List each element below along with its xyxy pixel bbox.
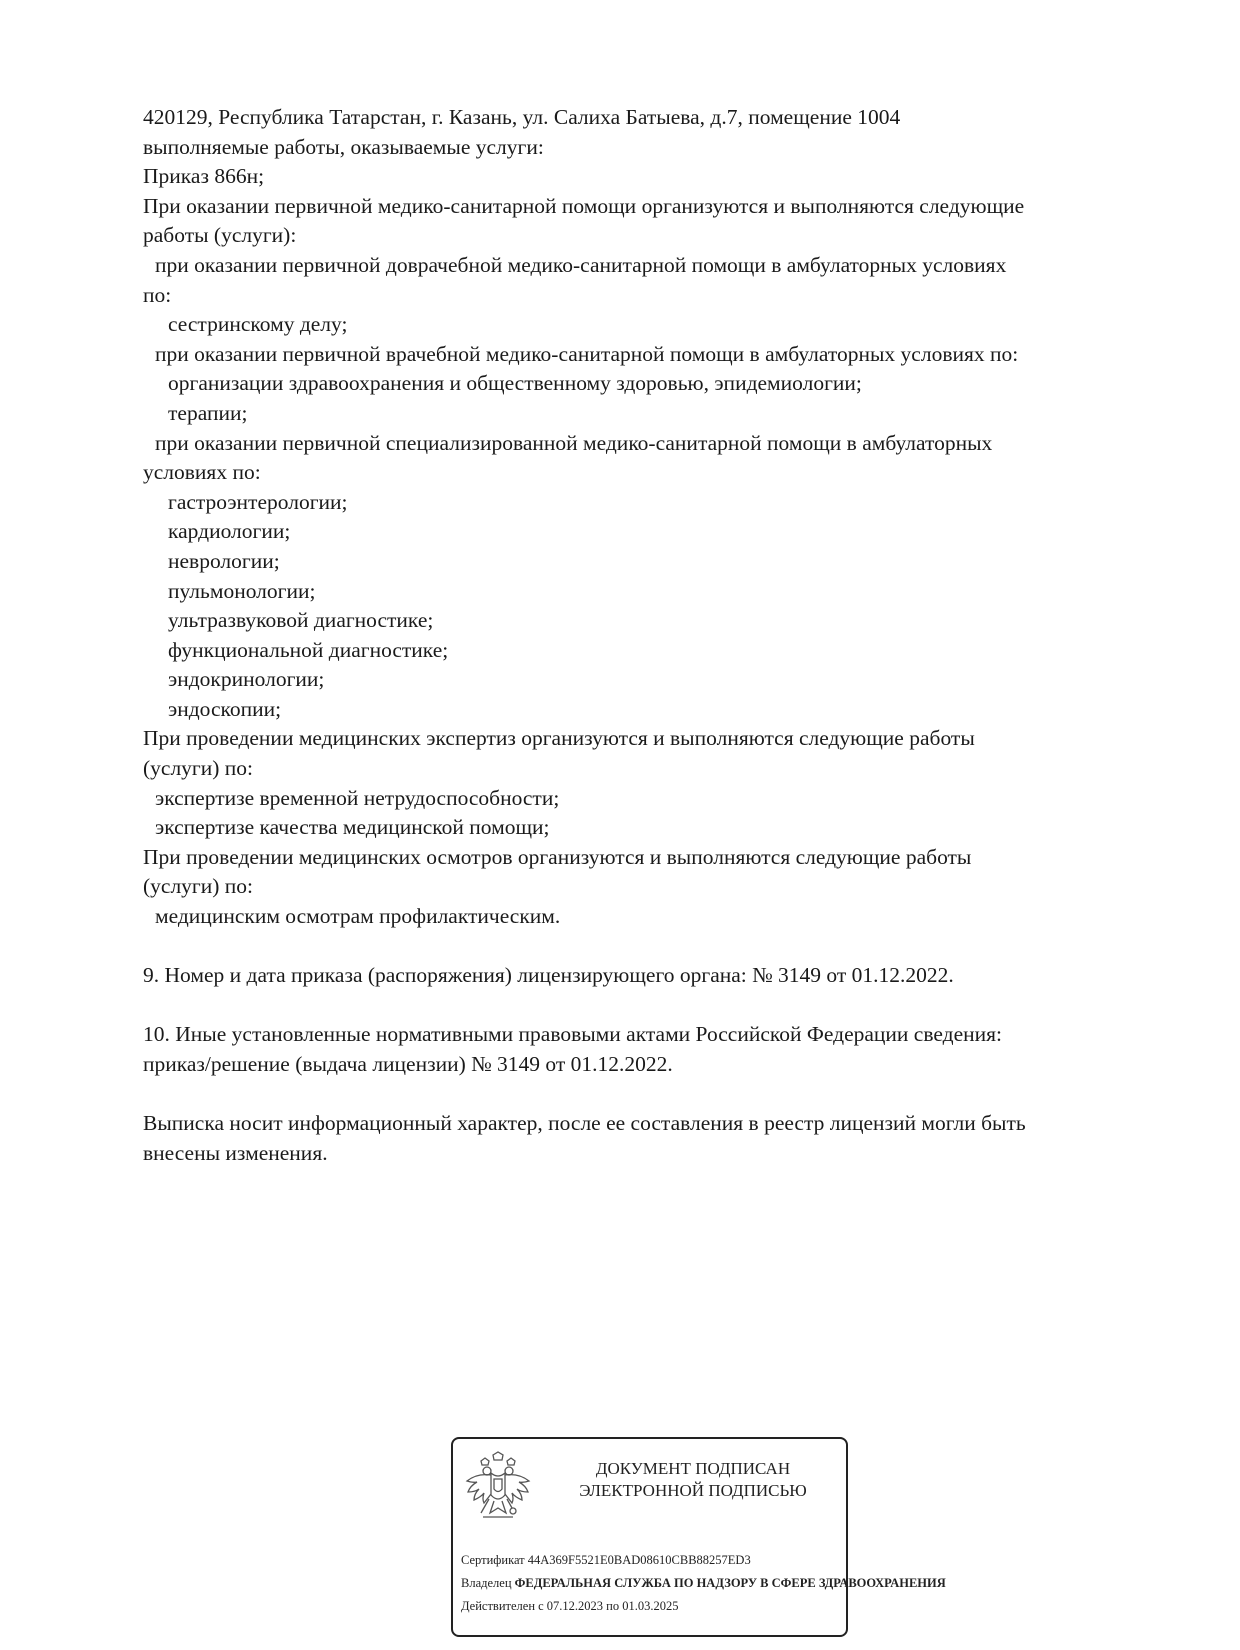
document-body	[143, 103, 1153, 1168]
list-item: неврологии;	[168, 548, 280, 573]
section-9: 9. Номер и дата приказа (распоряжения) лицензирующего органа: № 3149 от 01.12.2022.	[143, 963, 954, 988]
physician-care-subheading: при оказании первичной врачебной медико-санитарной помощи в амбулаторных условиях по:	[155, 341, 1019, 366]
expertise-heading: При проведении медицинских экспертиз организуются и выполняются следующие работы	[143, 726, 975, 751]
owner-name: ФЕДЕРАЛЬНАЯ СЛУЖБА ПО НАДЗОРУ В СФЕРЕ ЗДРАВООХРАНЕНИЯ	[514, 1576, 946, 1590]
examinations-heading-cont: (услуги) по:	[143, 874, 254, 899]
certificate-number: Сертификат 44A369F5521E0BAD08610CBB88257ED3	[461, 1553, 751, 1567]
specialized-care-subheading-cont: условиях по:	[143, 460, 261, 485]
spacer	[143, 991, 1153, 1021]
specialized-care-subheading: при оказании первичной специализированной медико-санитарной помощи в амбулаторных	[155, 430, 993, 455]
list-item: кардиологии;	[168, 519, 291, 544]
prenursing-care-subheading: при оказании первичной доврачебной медико-санитарной помощи в амбулаторных условиях	[155, 252, 1007, 277]
list-item: эндоскопии;	[168, 696, 282, 721]
address-line: 420129, Республика Татарстан, г. Казань, ул. Салиха Батыева, д.7, помещение 1004	[143, 105, 901, 129]
examinations-heading: При проведении медицинских осмотров организуются и выполняются следующие работы	[143, 844, 972, 869]
owner-row	[461, 1576, 946, 1591]
disclaimer-cont: внесены изменения.	[143, 1140, 328, 1165]
coat-of-arms-emblem	[463, 1451, 533, 1527]
primary-care-heading: При оказании первичной медико-санитарной помощи организуются и выполняются следующие	[143, 193, 1025, 218]
spacer	[143, 1080, 1153, 1110]
works-heading: выполняемые работы, оказываемые услуги:	[143, 134, 544, 159]
section-10-cont: приказ/решение (выдача лицензии) № 3149 от 01.12.2022.	[143, 1052, 673, 1076]
list-item: пульмонологии;	[168, 578, 316, 603]
list-item: организации здравоохранения и общественному здоровью, эпидемиологии;	[168, 371, 862, 396]
digital-signature-stamp	[451, 1437, 946, 1637]
primary-care-heading-cont: работы (услуги):	[143, 223, 297, 248]
list-item: гастроэнтерологии;	[168, 489, 348, 514]
list-item: эндокринологии;	[168, 667, 325, 692]
spacer	[143, 932, 1153, 962]
prenursing-care-subheading-cont: по:	[143, 282, 172, 307]
section-10: 10. Иные установленные нормативными правовыми актами Российской Федерации сведения:	[143, 1022, 1002, 1047]
list-item: терапии;	[168, 400, 248, 425]
validity-period: Действителен с 07.12.2023 по 01.03.2025	[461, 1599, 679, 1613]
stamp-title: ДОКУМЕНТ ПОДПИСАН	[595, 1459, 791, 1478]
list-item: ультразвуковой диагностике;	[168, 608, 434, 633]
list-item: экспертизе качества медицинской помощи;	[155, 815, 550, 840]
list-item: экспертизе временной нетрудоспособности;	[155, 785, 560, 810]
list-item: функциональной диагностике;	[168, 637, 449, 662]
disclaimer: Выписка носит информационный характер, после ее составления в реестр лицензий могли быть	[143, 1111, 1026, 1136]
order-ref: Приказ 866н;	[143, 164, 265, 189]
owner-label: Владелец	[461, 1576, 512, 1590]
expertise-heading-cont: (услуги) по:	[143, 756, 254, 781]
list-item: медицинским осмотрам профилактическим.	[155, 904, 561, 929]
list-item: сестринскому делу;	[168, 312, 348, 337]
stamp-subtitle: ЭЛЕКТРОННОЙ ПОДПИСЬЮ	[579, 1481, 807, 1500]
